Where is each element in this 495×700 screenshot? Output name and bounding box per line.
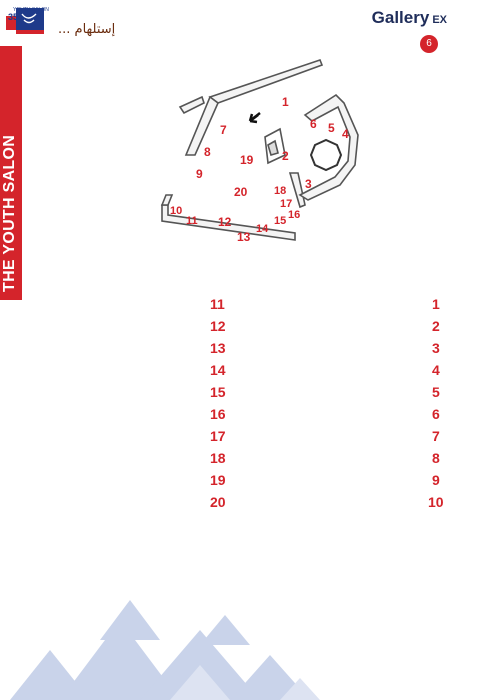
artist-number: 13 <box>210 340 226 356</box>
sidebar <box>0 0 22 700</box>
logo-number: 35 <box>8 12 19 22</box>
plan-octagon <box>311 140 341 170</box>
artist-number: 9 <box>432 472 440 488</box>
plan-label: 20 <box>234 185 248 199</box>
gallery-title: Gallery <box>371 8 430 27</box>
logo-subtitle: YOUTH SALON <box>13 7 49 13</box>
sidebar-title: THE YOUTH SALON <box>1 134 18 292</box>
plan-label: 19 <box>240 153 254 167</box>
page-title <box>372 8 447 28</box>
artist-number: 16 <box>210 406 226 422</box>
plan-label: 5 <box>328 121 335 135</box>
page-number-badge: 6 <box>420 35 438 53</box>
inspire-text: إستلهام ... <box>58 22 116 37</box>
artist-number: 3 <box>432 340 440 356</box>
artist-number: 2 <box>432 318 440 334</box>
floor-plan <box>140 55 390 270</box>
gallery-suffix: EX <box>432 14 447 26</box>
artist-number: 6 <box>432 406 440 422</box>
plan-label: 2 <box>282 149 289 163</box>
plan-label: 11 <box>186 215 198 227</box>
artist-number: 10 <box>428 494 444 510</box>
plan-wall-top <box>210 60 322 103</box>
artist-number: 19 <box>210 472 226 488</box>
plan-label: 17 <box>280 198 293 210</box>
artist-number: 1 <box>432 296 440 312</box>
artist-number: 18 <box>210 450 226 466</box>
decorative-shapes <box>0 600 495 700</box>
plan-label: 16 <box>288 209 301 221</box>
plan-wall-bottom <box>162 205 295 240</box>
artist-number: 7 <box>432 428 440 444</box>
plan-label: 6 <box>310 117 317 131</box>
artist-number: 17 <box>210 428 226 444</box>
artist-number: 14 <box>210 362 226 378</box>
plan-label: 4 <box>342 127 349 141</box>
plan-wall-corner <box>162 195 172 205</box>
plan-label: 12 <box>218 215 232 229</box>
plan-label: 1 <box>282 95 289 109</box>
artist-number: 20 <box>210 494 226 510</box>
plan-label: 10 <box>170 205 183 217</box>
plan-label: 3 <box>305 177 312 191</box>
artist-number: 8 <box>432 450 440 466</box>
plan-label: 9 <box>196 167 203 181</box>
artist-number: 11 <box>210 296 225 312</box>
salon-logo <box>4 4 52 44</box>
plan-wall-stub <box>180 97 204 113</box>
plan-label: 13 <box>237 230 251 244</box>
plan-label: 18 <box>274 185 287 197</box>
plan-label: 14 <box>256 223 269 235</box>
plan-label: 15 <box>274 215 287 227</box>
artist-number: 5 <box>432 384 440 400</box>
artist-number: 15 <box>210 384 226 400</box>
artist-number: 4 <box>432 362 440 378</box>
plan-wall-diagonal <box>290 173 305 207</box>
plan-label: 8 <box>204 145 211 159</box>
artist-number: 12 <box>210 318 226 334</box>
plan-label: 7 <box>220 123 227 137</box>
